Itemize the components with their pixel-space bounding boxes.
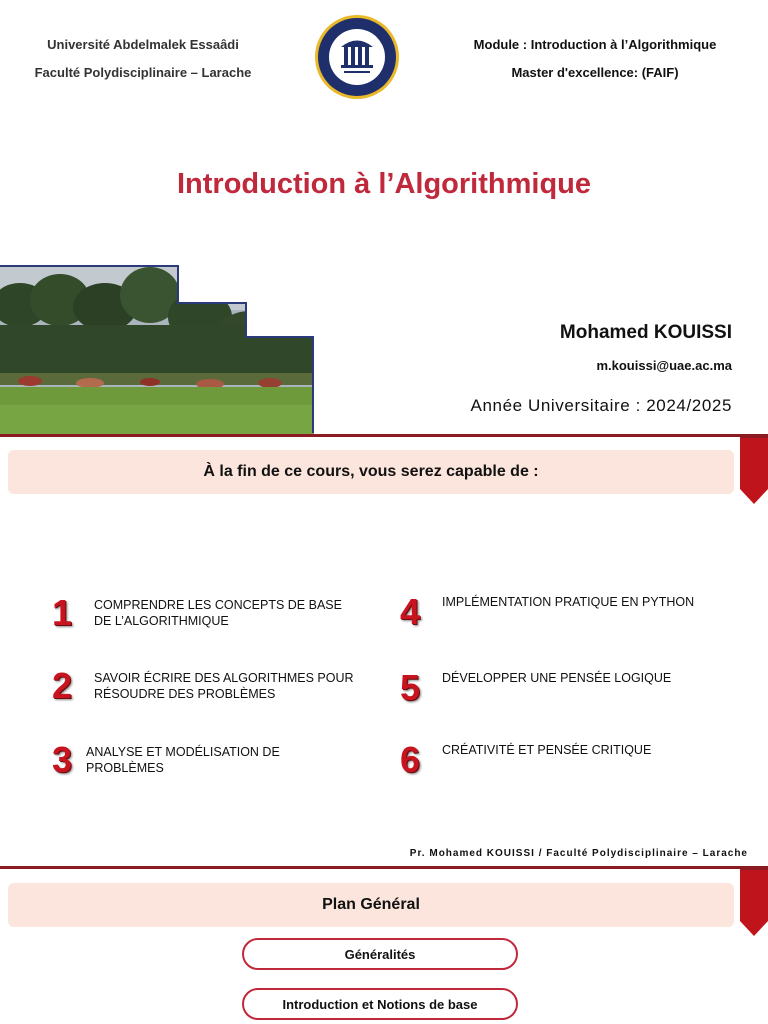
author-email[interactable]: m.kouissi@uae.ac.ma — [596, 358, 732, 373]
objective-item — [44, 665, 354, 706]
course-title: Introduction à l’Algorithmique — [176, 168, 592, 200]
slide-divider — [0, 434, 740, 437]
objective-number: 3 — [51, 739, 73, 780]
objective-number: 1 — [51, 592, 73, 633]
objective-text: IMPLÉMENTATION PRATIQUE EN PYTHON — [442, 595, 695, 609]
objective-number: 5 — [399, 667, 421, 708]
objective-item — [44, 739, 346, 780]
campus-photo — [0, 265, 314, 434]
objective-item — [44, 592, 354, 633]
bookmark-ribbon — [740, 434, 768, 504]
university-logo — [314, 14, 400, 100]
objective-number: 6 — [399, 739, 421, 780]
objective-item — [392, 667, 702, 708]
objective-number: 2 — [51, 665, 73, 706]
faculty-name: Faculté Polydisciplinaire – Larache — [34, 65, 252, 80]
objective-number: 4 — [399, 591, 421, 632]
objective-item — [392, 739, 702, 780]
slide-divider — [0, 866, 740, 869]
plan-heading: Plan Général — [8, 883, 734, 927]
objective-text: ANALYSE ET MODÉLISATION DE PROBLÈMES — [86, 745, 280, 775]
objective-text: SAVOIR ÉCRIRE DES ALGORITHMES POUR RÉSOUDRE DES PROBLÈMES — [94, 671, 354, 701]
objective-text: DÉVELOPPER UNE PENSÉE LOGIQUE — [442, 671, 672, 685]
objectives-heading: À la fin de ce cours, vous serez capable de : — [8, 450, 734, 494]
bookmark-ribbon — [740, 866, 768, 936]
university-name: Université Abdelmalek Essaâdi — [47, 37, 239, 52]
academic-year: Année Universitaire : 2024/2025 — [470, 396, 732, 415]
slide-footer: Pr. Mohamed KOUISSI / Faculté Polydisciplinaire – Larache — [409, 848, 748, 859]
module-name: Module : Introduction à l’Algorithmique — [473, 37, 717, 52]
objective-text: COMPRENDRE LES CONCEPTS DE BASE DE L’ALGORITHMIQUE — [94, 598, 342, 628]
author-name: Mohamed KOUISSI — [559, 322, 732, 343]
plan-item-generalites[interactable]: Généralités — [242, 938, 518, 970]
master-name: Master d'excellence: (FAIF) — [511, 65, 679, 80]
plan-item-introduction[interactable]: Introduction et Notions de base — [242, 988, 518, 1020]
objective-item — [392, 591, 702, 632]
objective-text: CRÉATIVITÉ ET PENSÉE CRITIQUE — [442, 743, 652, 757]
